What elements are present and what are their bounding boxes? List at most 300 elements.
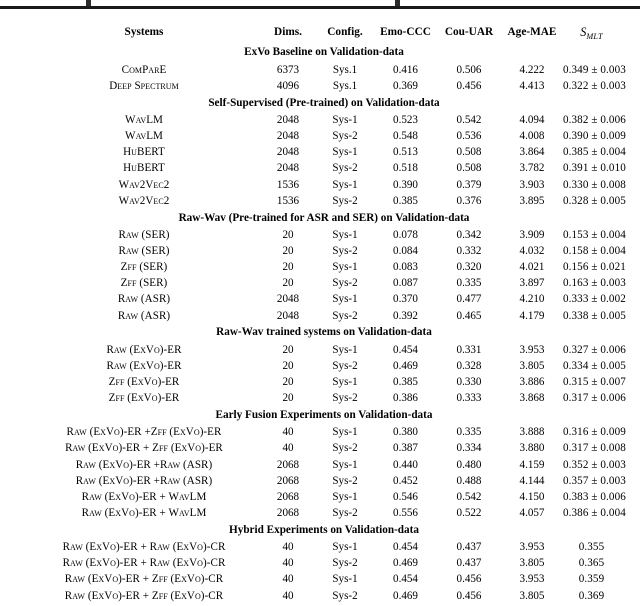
system-name-text: Zff (ExVo)-ER: [108, 392, 180, 405]
cell-cou_uar: 0.334: [456, 442, 482, 455]
cell-smlt: [563, 193, 626, 209]
cell-emo_ccc: 0.369: [393, 79, 418, 92]
cell-cou_uar: 0.379: [456, 178, 482, 191]
cell-smlt: [563, 62, 626, 78]
cell-cou_uar: 0.456: [456, 589, 482, 602]
cell-systems: [28, 457, 260, 473]
section-header-row: [28, 94, 620, 112]
cell-dims: 40: [282, 541, 294, 554]
section-header-row: [28, 44, 620, 62]
cell-smlt: [563, 473, 626, 489]
table-row: [28, 193, 620, 209]
cell-systems: [28, 128, 260, 144]
smlt-value: 0.322 ± 0.003: [563, 79, 626, 92]
table-row: [28, 506, 620, 522]
cell-emo_ccc: 0.454: [393, 541, 418, 554]
cell-systems: [28, 292, 260, 308]
smlt-value: 0.330 ± 0.008: [563, 178, 626, 191]
cell-smlt: [563, 145, 626, 161]
cell-emo_ccc: 0.087: [393, 277, 418, 290]
cell-age_mae: 3.868: [519, 392, 545, 405]
smlt-value: 0.317 ± 0.006: [563, 392, 626, 405]
table-row: [28, 128, 620, 144]
cell-dims: 20: [282, 392, 294, 405]
cell-config: Sys-2: [332, 129, 358, 142]
cell-emo_ccc: 0.380: [393, 426, 418, 439]
cell-smlt: [563, 78, 626, 94]
cell-systems: [28, 243, 260, 259]
cell-age_mae: 3.880: [519, 442, 545, 455]
table-row: [28, 62, 620, 78]
smlt-value: 0.391 ± 0.010: [563, 162, 626, 175]
cell-cou_uar: 0.320: [456, 261, 482, 274]
cell-dims: 2068: [276, 490, 300, 503]
cell-config: Sys-1: [332, 458, 358, 471]
cell-emo_ccc: 0.523: [393, 113, 418, 126]
smlt-value: 0.316 ± 0.009: [563, 426, 626, 439]
cell-dims: 1536: [276, 178, 300, 191]
section-header-row: [28, 209, 620, 227]
section-title: Raw-Wav (Pre-trained for ASR and SER) on Validation-data: [178, 211, 470, 224]
cell-dims: 2048: [276, 113, 300, 126]
cell-systems: [28, 391, 260, 407]
cell-age_mae: 4.144: [519, 474, 545, 487]
cell-config: Sys-1: [332, 541, 358, 554]
section-header-row: [28, 407, 620, 425]
cell-config: Sys-1: [332, 261, 358, 274]
system-name-text: Raw (ExVo)-ER +Raw (ASR): [75, 474, 213, 487]
section-title: Raw-Wav trained systems on Validation-data: [216, 326, 432, 339]
smlt-value: 0.317 ± 0.008: [563, 442, 626, 455]
cell-emo_ccc: 0.440: [393, 458, 418, 471]
cell-emo_ccc: 0.385: [393, 375, 418, 388]
cell-systems: [28, 588, 260, 604]
system-name-text: ComParE: [121, 63, 167, 76]
cell-config: Sys-1: [332, 375, 358, 388]
smlt-value: 0.328 ± 0.005: [563, 194, 626, 207]
cell-emo_ccc: 0.454: [393, 343, 418, 356]
system-name-text: Raw (ExVo)-ER + WavLM: [81, 507, 207, 520]
table-row: [28, 441, 620, 457]
cell-smlt: [563, 391, 626, 407]
section-header-row: [28, 522, 620, 540]
cell-dims: 2048: [276, 162, 300, 175]
cell-config: Sys-1: [332, 490, 358, 503]
table-row: [28, 457, 620, 473]
system-name-text: Raw (ExVo)-ER + Zff (ExVo)-CR: [64, 573, 224, 586]
cell-age_mae: 4.210: [519, 293, 545, 306]
cell-cou_uar: 0.335: [456, 426, 482, 439]
cell-emo_ccc: 0.370: [393, 293, 418, 306]
cell-emo_ccc: 0.385: [393, 194, 418, 207]
system-name-text: HuBERT: [123, 146, 165, 159]
cell-emo_ccc: 0.078: [393, 228, 418, 241]
table-row: [28, 489, 620, 505]
cell-cou_uar: 0.342: [456, 228, 482, 241]
cell-age_mae: 3.805: [519, 589, 545, 602]
cell-systems: [28, 308, 260, 324]
cell-config: Sys-2: [332, 359, 358, 372]
cell-config: Sys-1: [332, 293, 358, 306]
section-title: ExVo Baseline on Validation-data: [244, 46, 404, 59]
table-row: [28, 425, 620, 441]
cell-dims: 20: [282, 343, 294, 356]
cell-age_mae: 4.008: [519, 129, 545, 142]
cell-cou_uar: 0.335: [456, 277, 482, 290]
smlt-value: 0.386 ± 0.004: [563, 507, 626, 520]
cell-cou_uar: 0.456: [456, 573, 482, 586]
smlt-value: 0.390 ± 0.009: [563, 129, 626, 142]
cell-cou_uar: 0.508: [456, 146, 482, 159]
system-name-text: Zff (SER): [120, 277, 168, 290]
cell-age_mae: 3.953: [519, 343, 545, 356]
table-row: [28, 588, 620, 604]
cell-age_mae: 3.897: [519, 277, 545, 290]
system-name-text: WavLM: [125, 113, 163, 126]
cell-emo_ccc: 0.386: [393, 392, 418, 405]
cell-systems: [28, 441, 260, 457]
cell-cou_uar: 0.522: [456, 507, 482, 520]
cell-cou_uar: 0.542: [456, 490, 482, 503]
cell-smlt: [563, 441, 626, 457]
table-row: [28, 556, 620, 572]
cell-smlt: [563, 161, 626, 177]
cell-dims: 2068: [276, 458, 300, 471]
cell-systems: [28, 539, 260, 555]
cell-age_mae: 4.179: [519, 309, 545, 322]
cell-cou_uar: 0.477: [456, 293, 482, 306]
cell-emo_ccc: 0.548: [393, 129, 418, 142]
cell-dims: 40: [282, 589, 294, 602]
smlt-subscript: MLT: [586, 31, 603, 41]
system-name-text: Raw (ExVo)-ER: [106, 343, 182, 356]
cell-age_mae: 3.909: [519, 228, 545, 241]
cell-smlt: [563, 227, 626, 243]
cell-age_mae: 3.888: [519, 426, 545, 439]
cell-dims: 20: [282, 375, 294, 388]
smlt-value: 0.355: [578, 541, 605, 554]
cell-age_mae: 4.150: [519, 490, 545, 503]
cell-age_mae: 3.903: [519, 178, 545, 191]
cell-systems: [28, 425, 260, 441]
table-row: [28, 161, 620, 177]
cell-systems: [28, 227, 260, 243]
cell-systems: [28, 177, 260, 193]
cell-config: Sys-2: [332, 277, 358, 290]
smlt-value: 0.369: [578, 589, 605, 602]
cell-config: Sys-2: [332, 507, 358, 520]
cell-age_mae: 3.864: [519, 146, 545, 159]
system-name-text: Raw (ASR): [117, 293, 171, 306]
smlt-value: 0.365: [578, 557, 605, 570]
cell-smlt: [563, 489, 626, 505]
cell-cou_uar: 0.542: [456, 113, 482, 126]
cell-systems: [28, 342, 260, 358]
table-row: [28, 260, 620, 276]
section-title: Early Fusion Experiments on Validation-data: [215, 408, 433, 421]
cell-dims: 40: [282, 426, 294, 439]
cell-smlt: [563, 588, 620, 604]
cell-emo_ccc: 0.416: [393, 63, 418, 76]
cell-dims: 20: [282, 359, 294, 372]
cut-off-rule: [0, 6, 640, 9]
cell-dims: 2068: [276, 474, 300, 487]
smlt-value: 0.327 ± 0.006: [563, 343, 626, 356]
cell-config: Sys.1: [332, 63, 358, 76]
table-row: [28, 177, 620, 193]
cell-systems: [28, 358, 260, 374]
cell-age_mae: 3.805: [519, 359, 545, 372]
cell-emo_ccc: 0.454: [393, 573, 418, 586]
cell-config: Sys-1: [332, 178, 358, 191]
cell-age_mae: 4.021: [519, 261, 545, 274]
cell-systems: [28, 506, 260, 522]
cell-config: Sys-2: [332, 309, 358, 322]
cell-dims: 2068: [276, 507, 300, 520]
cell-config: Sys-1: [332, 573, 358, 586]
cell-emo_ccc: 0.469: [393, 359, 418, 372]
cell-dims: 20: [282, 244, 294, 257]
cell-systems: [28, 193, 260, 209]
cell-smlt: [563, 292, 626, 308]
smlt-value: 0.158 ± 0.004: [563, 244, 626, 257]
cell-smlt: [563, 572, 620, 588]
cell-config: Sys-2: [332, 442, 358, 455]
cell-systems: [28, 473, 260, 489]
column-header-cou_uar: Cou-UAR: [444, 26, 494, 38]
cell-config: Sys-2: [332, 557, 358, 570]
cell-config: Sys-1: [332, 228, 358, 241]
cell-config: Sys-1: [332, 343, 358, 356]
section-title: Self-Supervised (Pre-trained) on Validation-data: [208, 96, 440, 109]
system-name-text: Raw (ExVo)-ER + Zff (ExVo)-ER: [65, 442, 223, 455]
system-name-text: Raw (ASR): [117, 309, 171, 322]
cell-age_mae: 4.094: [519, 113, 545, 126]
cell-cou_uar: 0.465: [456, 309, 482, 322]
table-row: [28, 227, 620, 243]
cell-cou_uar: 0.508: [456, 162, 482, 175]
results-table-body: [28, 22, 626, 606]
smlt-value: 0.315 ± 0.007: [563, 375, 626, 388]
table-header-row: [28, 22, 620, 44]
smlt-value: 0.357 ± 0.003: [563, 474, 626, 487]
cell-age_mae: 3.895: [519, 194, 545, 207]
cell-emo_ccc: 0.084: [393, 244, 418, 257]
system-name-text: Raw (ExVo)-ER + Zff (ExVo)-CR: [64, 589, 224, 602]
smlt-symbol: $S_{MLT}$: [580, 25, 603, 41]
cell-dims: 20: [282, 277, 294, 290]
cell-cou_uar: 0.437: [456, 557, 482, 570]
cell-smlt: [563, 556, 620, 572]
cell-systems: [28, 556, 260, 572]
cell-systems: [28, 145, 260, 161]
cell-smlt: [563, 342, 626, 358]
system-name-text: Wav2Vec2: [118, 194, 170, 207]
cell-systems: [28, 374, 260, 390]
cell-config: Sys-2: [332, 392, 358, 405]
cell-age_mae: 3.805: [519, 557, 545, 570]
results-table: [28, 22, 626, 606]
cell-cou_uar: 0.536: [456, 129, 482, 142]
cell-cou_uar: 0.506: [456, 63, 482, 76]
cell-cou_uar: 0.437: [456, 541, 482, 554]
cell-smlt: [563, 128, 626, 144]
cell-smlt: [563, 177, 626, 193]
system-name-text: Raw (ExVo)-ER + Raw (ExVo)-CR: [62, 557, 226, 570]
cell-age_mae: 3.782: [519, 162, 545, 175]
cell-cou_uar: 0.480: [456, 458, 482, 471]
cell-age_mae: 4.222: [519, 63, 545, 76]
cell-dims: 2048: [276, 293, 300, 306]
cell-dims: 2048: [276, 309, 300, 322]
smlt-value: 0.359: [578, 573, 605, 586]
cell-config: Sys-2: [332, 474, 358, 487]
cell-smlt: [563, 539, 620, 555]
system-name-text: Raw (ExVo)-ER + Raw (ExVo)-CR: [62, 541, 226, 554]
cell-cou_uar: 0.456: [456, 79, 482, 92]
cell-age_mae: 4.159: [519, 458, 545, 471]
cell-cou_uar: 0.328: [456, 359, 482, 372]
table-row: [28, 112, 620, 128]
cell-systems: [28, 260, 260, 276]
table-row: [28, 276, 620, 292]
table-row: [28, 292, 620, 308]
system-name-text: Raw (ExVo)-ER + WavLM: [81, 490, 207, 503]
cell-systems: [28, 489, 260, 505]
cell-config: Sys-1: [332, 113, 358, 126]
table-row: [28, 391, 620, 407]
cell-config: Sys-2: [332, 162, 358, 175]
cell-dims: 20: [282, 261, 294, 274]
table-row: [28, 308, 620, 324]
cell-smlt: [563, 243, 626, 259]
cell-systems: [28, 112, 260, 128]
cell-dims: 2048: [276, 129, 300, 142]
system-name-text: Raw (SER): [118, 228, 170, 241]
smlt-value: 0.385 ± 0.004: [563, 146, 626, 159]
system-name-text: Zff (SER): [120, 261, 168, 274]
cell-smlt: [563, 425, 626, 441]
column-header-emo_ccc: Emo-CCC: [380, 26, 431, 38]
cell-systems: [28, 572, 260, 588]
system-name-text: Raw (ExVo)-ER +Raw (ASR): [75, 458, 213, 471]
table-row: [28, 243, 620, 259]
table-row: [28, 145, 620, 161]
cell-smlt: [563, 260, 626, 276]
cell-config: Sys-2: [332, 194, 358, 207]
cell-emo_ccc: 0.452: [393, 474, 418, 487]
system-name-text: Zff (ExVo)-ER: [108, 375, 180, 388]
column-header-systems: Systems: [124, 26, 164, 38]
cell-systems: [28, 78, 260, 94]
smlt-value: 0.349 ± 0.003: [563, 63, 626, 76]
cell-dims: 40: [282, 573, 294, 586]
smlt-value: 0.338 ± 0.005: [563, 309, 626, 322]
section-title: Hybrid Experiments on Validation-data: [229, 523, 419, 536]
cell-config: Sys-2: [332, 244, 358, 257]
cell-emo_ccc: 0.556: [393, 507, 418, 520]
cell-smlt: [563, 358, 626, 374]
smlt-value: 0.352 ± 0.003: [563, 458, 626, 471]
cell-age_mae: 4.057: [519, 507, 545, 520]
cell-emo_ccc: 0.083: [393, 261, 418, 274]
cell-systems: [28, 161, 260, 177]
cell-dims: 1536: [276, 194, 300, 207]
section-header-row: [28, 324, 620, 342]
cell-smlt: [563, 276, 626, 292]
cell-smlt: [563, 457, 626, 473]
cut-off-text-band: [0, 0, 640, 10]
system-name-text: Raw (ExVo)-ER: [106, 359, 182, 372]
table-row: [28, 342, 620, 358]
cell-cou_uar: 0.333: [456, 392, 482, 405]
cell-dims: 6373: [276, 63, 300, 76]
smlt-value: 0.383 ± 0.006: [563, 490, 626, 503]
cell-cou_uar: 0.376: [456, 194, 482, 207]
cell-emo_ccc: 0.469: [393, 589, 418, 602]
column-header-smlt: [563, 22, 620, 44]
cell-emo_ccc: 0.387: [393, 442, 418, 455]
column-header-config: Config.: [327, 26, 363, 38]
cell-age_mae: 4.032: [519, 244, 545, 257]
cell-emo_ccc: 0.513: [393, 146, 418, 159]
smlt-value: 0.156 ± 0.021: [563, 261, 626, 274]
cell-config: Sys-1: [332, 146, 358, 159]
column-header-dims: Dims.: [274, 26, 302, 38]
cell-smlt: [563, 374, 626, 390]
cell-emo_ccc: 0.546: [393, 490, 418, 503]
system-name-text: Wav2Vec2: [118, 178, 170, 191]
column-header-age_mae: Age-MAE: [507, 26, 557, 38]
cell-cou_uar: 0.488: [456, 474, 482, 487]
cell-emo_ccc: 0.469: [393, 557, 418, 570]
cell-age_mae: 4.413: [519, 79, 545, 92]
system-name-text: Raw (SER): [118, 244, 170, 257]
cell-dims: 40: [282, 557, 294, 570]
smlt-value: 0.382 ± 0.006: [563, 113, 626, 126]
system-name-text: HuBERT: [123, 162, 165, 175]
cell-emo_ccc: 0.518: [393, 162, 418, 175]
cell-emo_ccc: 0.390: [393, 178, 418, 191]
cell-cou_uar: 0.331: [456, 343, 482, 356]
cell-smlt: [563, 506, 626, 522]
cell-dims: 20: [282, 228, 294, 241]
smlt-value: 0.163 ± 0.003: [563, 277, 626, 290]
cell-dims: 4096: [276, 79, 300, 92]
cell-config: Sys-1: [332, 426, 358, 439]
results-table-container: [28, 22, 626, 606]
cell-config: Sys-2: [332, 589, 358, 602]
cell-smlt: [563, 112, 626, 128]
cell-systems: [28, 62, 260, 78]
cell-cou_uar: 0.330: [456, 375, 482, 388]
cell-dims: 2048: [276, 146, 300, 159]
smlt-value: 0.153 ± 0.004: [563, 228, 626, 241]
table-row: [28, 473, 620, 489]
system-name-text: Raw (ExVo)-ER +Zff (ExVo)-ER: [66, 426, 222, 439]
cell-dims: 40: [282, 442, 294, 455]
cell-age_mae: 3.953: [519, 573, 545, 586]
smlt-value: 0.334 ± 0.005: [563, 359, 626, 372]
table-row: [28, 78, 620, 94]
cell-smlt: [563, 308, 626, 324]
cell-age_mae: 3.886: [519, 375, 545, 388]
cell-age_mae: 3.953: [519, 541, 545, 554]
cell-cou_uar: 0.332: [456, 244, 482, 257]
table-row: [28, 358, 620, 374]
table-row: [28, 539, 620, 555]
table-row: [28, 572, 620, 588]
